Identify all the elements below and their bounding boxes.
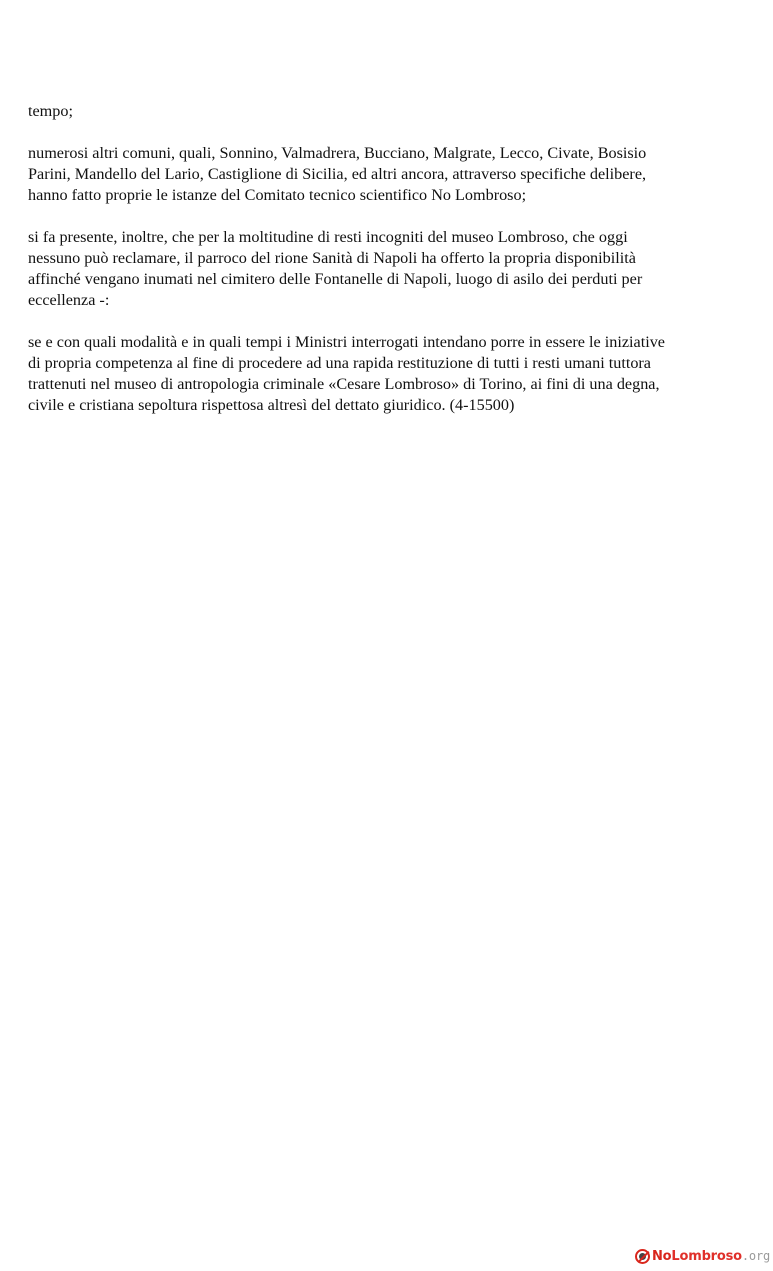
document-body [28,101,752,437]
paragraph-resti-incogniti [28,227,752,311]
text-line: eccellenza -: [28,291,110,309]
no-lombroso-badge-icon [635,1249,650,1264]
text-line: affinché vengano inumati nel cimitero delle Fontanelle di Napoli, luogo di asilo dei perduti per [28,270,643,288]
text-line: trattenuti nel museo di antropologia criminale «Cesare Lombroso» di Torino, ai fini di una degna, [28,375,660,393]
text-line: si fa presente, inoltre, che per la moltitudine di resti incogniti del museo Lombroso, che oggi [28,228,628,246]
nolombroso-logo [635,1245,770,1267]
logo-name-text: Lombroso [671,1248,742,1264]
text-line: hanno fatto proprie le istanze del Comitato tecnico scientifico No Lombroso; [28,186,527,204]
paragraph-tempo [28,101,752,122]
text-line: Parini, Mandello del Lario, Castiglione di Sicilia, ed altri ancora, attraverso specifiche delibere, [28,165,647,183]
paragraph-interrogazione [28,332,752,416]
logo-tld-text: .org [741,1248,770,1263]
logo-no-text: No [651,1248,672,1264]
text-line: numerosi altri comuni, quali, Sonnino, Valmadrera, Bucciano, Malgrate, Lecco, Civate, Bosisio [28,144,647,162]
text-line: nessuno può reclamare, il parroco del rione Sanità di Napoli ha offerto la propria disponibilità [28,249,636,267]
text-line: di propria competenza al fine di procedere ad una rapida restituzione di tutti i resti umani tuttora [28,354,651,372]
text-line: se e con quali modalità e in quali tempi i Ministri interrogati intendano porre in essere le iniziative [28,333,665,351]
text-line: civile e cristiana sepoltura rispettosa altresì del dettato giuridico. (4-15500) [28,396,515,414]
text-line: tempo; [28,102,73,120]
paragraph-comuni [28,143,752,206]
logo-wordmark [652,1250,770,1263]
